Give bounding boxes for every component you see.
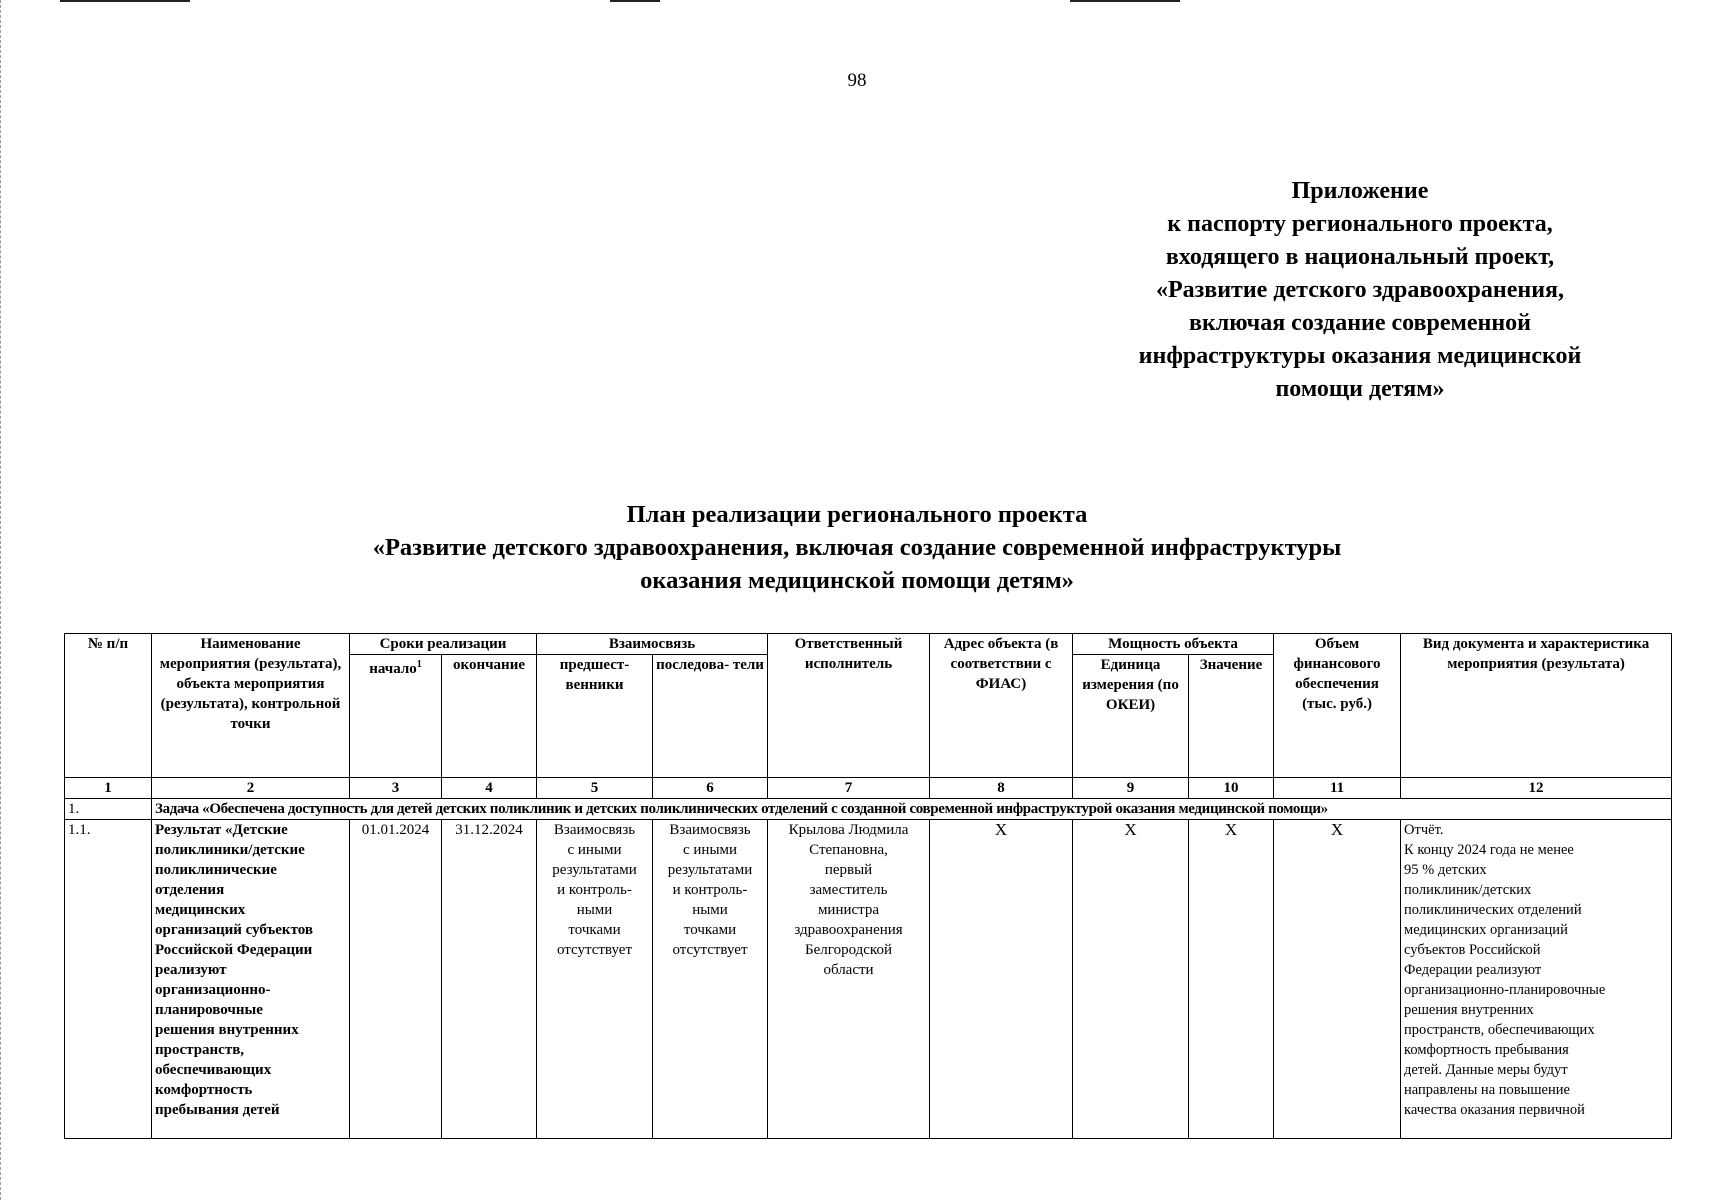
header-successors: последова- тели bbox=[653, 655, 768, 778]
value-cell: Х bbox=[1189, 820, 1274, 1139]
header-executor: Ответственный исполнитель bbox=[768, 634, 930, 778]
column-number: 2 bbox=[152, 778, 350, 799]
doc-line: К концу 2024 года не менее bbox=[1404, 842, 1574, 858]
executor-line: заместитель bbox=[809, 882, 888, 898]
doc-description-cell bbox=[1401, 820, 1672, 1139]
scan-artifact-line bbox=[1070, 0, 1180, 2]
predecessors-line: и контроль- bbox=[557, 882, 632, 898]
scan-artifact-line bbox=[60, 0, 190, 2]
result-name-line: пространств, bbox=[155, 1042, 245, 1058]
predecessors-line: отсутствует bbox=[556, 942, 633, 958]
column-number: 3 bbox=[350, 778, 442, 799]
plan-table bbox=[64, 633, 1672, 1139]
doc-line: качества оказания первичной bbox=[1404, 1102, 1585, 1118]
header-address: Адрес объекта (в соответствии с ФИАС) bbox=[930, 634, 1073, 778]
plan-title-line: оказания медицинской помощи детям» bbox=[640, 567, 1074, 594]
successors-line: отсутствует bbox=[672, 942, 748, 958]
predecessors-cell bbox=[537, 820, 653, 1139]
table-row bbox=[65, 820, 1672, 1139]
doc-line: 95 % детских bbox=[1404, 862, 1487, 878]
task-row bbox=[65, 799, 1672, 820]
column-number: 8 bbox=[930, 778, 1073, 799]
successors-line: Взаимосвязь bbox=[669, 822, 751, 838]
doc-line: решения внутренних bbox=[1404, 1002, 1534, 1018]
result-name-line: обеспечивающих bbox=[155, 1062, 272, 1078]
doc-line: Федерации реализуют bbox=[1404, 962, 1542, 978]
successors-line: ными bbox=[692, 902, 728, 918]
address-cell: Х bbox=[930, 820, 1073, 1139]
column-number: 12 bbox=[1401, 778, 1672, 799]
doc-line: поликлиник/детских bbox=[1404, 882, 1532, 898]
scan-edge bbox=[0, 0, 3, 1200]
end-date: 31.12.2024 bbox=[442, 820, 537, 1139]
predecessors-line: Взаимосвязь bbox=[553, 822, 636, 838]
header-unit: Единица измерения (по ОКЕИ) bbox=[1073, 655, 1189, 778]
executor-cell bbox=[768, 820, 930, 1139]
appendix-line: инфраструктуры оказания медицинской bbox=[1138, 343, 1582, 369]
successors-line: и контроль- bbox=[672, 882, 748, 898]
task-text: Задача «Обеспечена доступность для детей детских поликлиник и детских поликлинических отделений с созданной современной инфраструктурой оказания медицинской помощи» bbox=[152, 799, 1672, 820]
row-number: 1.1. bbox=[65, 820, 152, 1139]
result-name-line: поликлинические bbox=[155, 862, 277, 878]
result-name-line: отделения bbox=[155, 882, 225, 898]
header-number: № п/п bbox=[65, 634, 152, 778]
predecessors-line: результатами bbox=[552, 862, 637, 878]
column-numbers-row bbox=[65, 778, 1672, 799]
executor-line: Крылова Людмила bbox=[788, 822, 909, 838]
column-number: 4 bbox=[442, 778, 537, 799]
column-number: 10 bbox=[1189, 778, 1274, 799]
header-terms: Сроки реализации bbox=[350, 634, 537, 655]
appendix-line: к паспорту регионального проекта, bbox=[1167, 211, 1553, 237]
column-number: 5 bbox=[537, 778, 653, 799]
predecessors-line: ными bbox=[576, 902, 613, 918]
successors-line: точками bbox=[683, 922, 737, 938]
executor-line: министра bbox=[817, 902, 880, 918]
result-name-line: пребывания детей bbox=[155, 1102, 280, 1118]
doc-line: поликлинических отделений bbox=[1404, 902, 1582, 918]
predecessors-line: точками bbox=[568, 922, 621, 938]
header-relation: Взаимосвязь bbox=[537, 634, 768, 655]
doc-line: организационно-планировочные bbox=[1404, 982, 1606, 998]
plan-title bbox=[150, 498, 1564, 597]
plan-title-line: «Развитие детского здравоохранения, включая создание современной инфраструктуры bbox=[372, 534, 1342, 561]
result-name-line: организаций субъектов bbox=[155, 922, 313, 938]
footnote-marker: 1 bbox=[416, 659, 422, 670]
header-predecessors: предшест- венники bbox=[537, 655, 653, 778]
result-name-line: поликлиники/детские bbox=[155, 842, 305, 858]
appendix-line: включая создание современной bbox=[1188, 310, 1531, 336]
column-number: 7 bbox=[768, 778, 930, 799]
start-date: 01.01.2024 bbox=[350, 820, 442, 1139]
header-volume: Объем финансового обеспечения (тыс. руб.) bbox=[1274, 634, 1401, 778]
executor-line: Белгородской bbox=[805, 942, 892, 958]
result-name-line: Российской Федерации bbox=[155, 942, 313, 958]
successors-line: результатами bbox=[667, 862, 753, 878]
result-name-line: реализуют bbox=[155, 962, 227, 978]
doc-line: направлены на повышение bbox=[1404, 1082, 1570, 1098]
header-end: окончание bbox=[442, 655, 537, 778]
doc-line: детей. Данные меры будут bbox=[1404, 1062, 1568, 1078]
successors-line: с иными bbox=[682, 842, 738, 858]
column-number: 1 bbox=[65, 778, 152, 799]
page-number: 98 bbox=[847, 70, 867, 91]
executor-line: области bbox=[823, 962, 874, 978]
plan-title-line: План реализации регионального проекта bbox=[626, 501, 1088, 528]
column-number: 6 bbox=[653, 778, 768, 799]
doc-line: субъектов Российской bbox=[1404, 942, 1541, 958]
header-start-label: начало bbox=[369, 661, 417, 677]
result-name-line: планировочные bbox=[155, 1002, 263, 1018]
scan-artifact-line bbox=[610, 0, 660, 2]
unit-cell: Х bbox=[1073, 820, 1189, 1139]
doc-line: комфортность пребывания bbox=[1404, 1042, 1569, 1058]
header-capacity: Мощность объекта bbox=[1073, 634, 1274, 655]
appendix-heading bbox=[1090, 175, 1630, 406]
appendix-line: Приложение bbox=[1291, 178, 1429, 204]
appendix-line: «Развитие детского здравоохранения, bbox=[1155, 277, 1565, 303]
doc-line: пространств, обеспечивающих bbox=[1404, 1022, 1595, 1038]
executor-line: здравоохранения bbox=[794, 922, 903, 938]
result-name-line: Результат «Детские bbox=[155, 822, 288, 838]
column-number: 11 bbox=[1274, 778, 1401, 799]
header-value: Значение bbox=[1189, 655, 1274, 778]
task-number: 1. bbox=[65, 799, 152, 820]
result-name-line: медицинских bbox=[155, 902, 246, 918]
executor-line: Степановна, bbox=[809, 842, 888, 858]
executor-line: первый bbox=[824, 862, 873, 878]
header-doc-type: Вид документа и характеристика мероприятия (результата) bbox=[1401, 634, 1672, 778]
predecessors-line: с иными bbox=[567, 842, 622, 858]
result-name-line: решения внутренних bbox=[155, 1022, 299, 1038]
appendix-line: помощи детям» bbox=[1275, 376, 1445, 402]
result-name-line: комфортность bbox=[155, 1082, 253, 1098]
volume-cell: Х bbox=[1274, 820, 1401, 1139]
result-name bbox=[152, 820, 350, 1139]
doc-line: медицинских организаций bbox=[1404, 922, 1568, 938]
column-number: 9 bbox=[1073, 778, 1189, 799]
successors-cell bbox=[653, 820, 768, 1139]
header-name: Наименование мероприятия (результата), объекта мероприятия (результата), контрольной точки bbox=[152, 634, 350, 778]
result-name-line: организационно- bbox=[155, 982, 271, 998]
header-start bbox=[350, 655, 442, 778]
appendix-line: входящего в национальный проект, bbox=[1165, 244, 1555, 270]
doc-line: Отчёт. bbox=[1404, 822, 1444, 838]
